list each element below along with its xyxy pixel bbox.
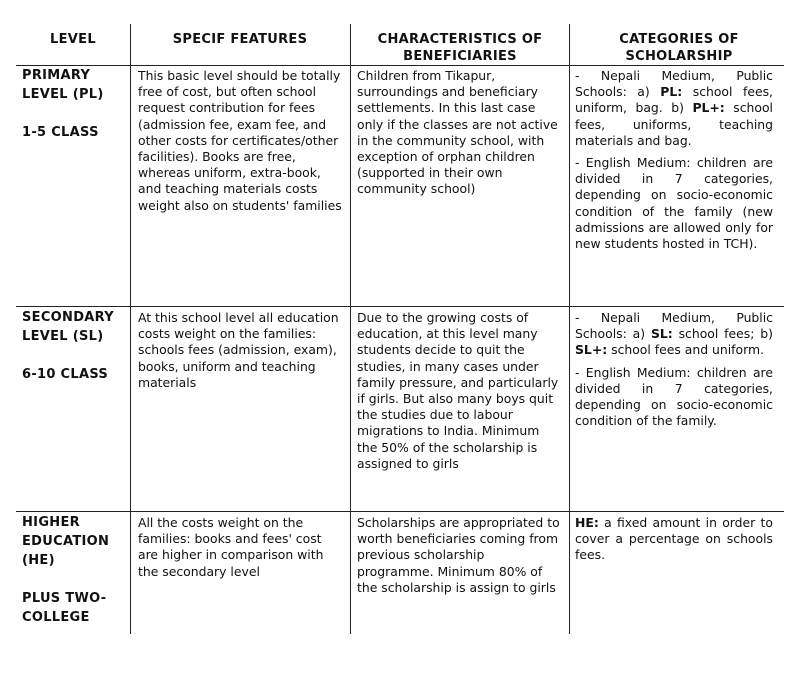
row-divider	[16, 65, 784, 66]
scholarship-table	[16, 24, 784, 634]
column-divider	[350, 24, 351, 634]
header-beneficiaries: CHARACTERISTICS OF BENEFICIARIES	[377, 32, 543, 64]
scholarship-category: - Nepali Medium, Public Schools: a) PL: school fees, uniform, bag. b) PL+: school fees, uniforms, teaching materials and bag.	[575, 68, 773, 148]
beneficiaries-cell: Children from Tikapur, surroundings and beneficiary settlements. In this last case only if the classes are not active in the community school, with exception of orphan children (supported in their own community school)	[357, 68, 558, 197]
scholarship-category: HE: a fixed amount in order to cover a percentage on schools fees.	[575, 515, 773, 563]
header-scholarship: CATEGORIES OF SCHOLARSHIP	[619, 32, 739, 64]
column-divider	[569, 24, 570, 634]
header-features: SPECIF FEATURES	[172, 32, 308, 47]
scholarship-cell	[575, 515, 773, 570]
scholarship-category: - English Medium: children are divided in 7 categories, depending on socio-economic condition of the family (new admissions are allowed only for new students hosted in TCH).	[575, 155, 773, 252]
scholarship-cell	[575, 310, 773, 435]
beneficiaries-cell: Due to the growing costs of education, at this level many students decide to quit the studies, in many cases under family pressure, and particularly if girls. But also many boys quit the studies due to labour migrations to India. Minimum the 50% of the scholarship is assigned to girls	[357, 310, 559, 471]
level-class-range: PLUS TWO-COLLEGE	[22, 591, 107, 625]
level-name: HIGHER EDUCATION (HE)	[22, 515, 110, 568]
features-cell: At this school level all education costs weight on the families: schools fees (admission, exam), books, uniform and teaching materials	[138, 310, 339, 390]
level-name: SECONDARY LEVEL (SL)	[22, 310, 114, 344]
scholarship-category: - Nepali Medium, Public Schools: a) SL: school fees; b) SL+: school fees and uniform.	[575, 310, 773, 358]
level-cell	[22, 66, 128, 142]
scholarship-category: - English Medium: children are divided in 7 categories, depending on socio-economic condition of the family.	[575, 364, 773, 429]
level-name: PRIMARY LEVEL (PL)	[22, 68, 104, 102]
level-cell	[22, 513, 128, 627]
column-divider	[130, 24, 131, 634]
beneficiaries-cell: Scholarships are appropriated to worth beneficiaries coming from previous scholarship programme. Minimum 80% of the scholarship is assign to girls	[357, 515, 560, 595]
level-class-range: 6-10 CLASS	[22, 367, 109, 382]
level-class-range: 1-5 CLASS	[22, 125, 99, 140]
row-divider	[16, 511, 784, 512]
features-cell: All the costs weight on the families: books and fees' cost are higher in comparison with the secondary level	[138, 515, 324, 579]
scholarship-cell	[575, 68, 773, 258]
row-divider	[16, 306, 784, 307]
level-cell	[22, 308, 128, 384]
header-level: LEVEL	[50, 32, 96, 47]
features-cell: This basic level should be totally free of cost, but often school request contribution for fees (admission fee, exam fee, and other costs for certificates/other facilities). Books are free, whereas uniform, extra-book, and teaching materials costs weight also on students' families	[138, 68, 342, 213]
